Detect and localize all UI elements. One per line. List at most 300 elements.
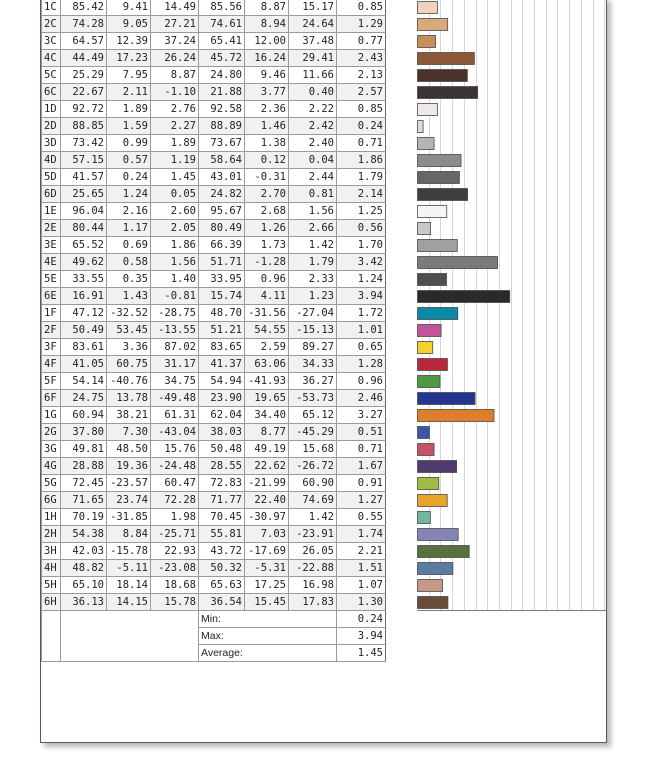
table-row: [42, 458, 386, 475]
patch-id-cell: 3E: [42, 237, 61, 254]
ref-b-cell: 15.76: [151, 441, 199, 458]
meas-b-cell: 89.27: [289, 339, 337, 356]
delta-e-bar-6C: [418, 87, 478, 99]
table-row: [42, 254, 386, 271]
patch-id-cell: 1F: [42, 305, 61, 322]
meas-b-cell: 1.42: [289, 237, 337, 254]
ref-l-cell: 25.65: [61, 186, 107, 203]
meas-a-cell: 49.19: [245, 441, 289, 458]
meas-a-cell: 7.03: [245, 526, 289, 543]
patch-id-cell: 5G: [42, 475, 61, 492]
delta-e-cell: 0.71: [337, 441, 386, 458]
table-row: [42, 305, 386, 322]
patch-id-cell: 1C: [42, 0, 61, 16]
meas-b-cell: 26.05: [289, 543, 337, 560]
patch-id-cell: 3D: [42, 135, 61, 152]
ref-b-cell: -23.08: [151, 560, 199, 577]
delta-e-cell: 0.85: [337, 0, 386, 16]
delta-e-bar-6G: [418, 495, 448, 507]
meas-a-cell: 8.94: [245, 16, 289, 33]
ref-a-cell: 0.58: [107, 254, 151, 271]
ref-b-cell: 1.89: [151, 135, 199, 152]
color-accuracy-report: [40, 0, 607, 743]
meas-l-cell: 55.81: [199, 526, 245, 543]
table-row: [42, 424, 386, 441]
meas-l-cell: 15.74: [199, 288, 245, 305]
delta-e-cell: 1.28: [337, 356, 386, 373]
meas-a-cell: 1.46: [245, 118, 289, 135]
ref-b-cell: 2.05: [151, 220, 199, 237]
ref-l-cell: 50.49: [61, 322, 107, 339]
ref-a-cell: 1.43: [107, 288, 151, 305]
delta-e-cell: 1.79: [337, 169, 386, 186]
delta-e-bar-4E: [418, 257, 498, 269]
meas-a-cell: 1.73: [245, 237, 289, 254]
ref-l-cell: 64.57: [61, 33, 107, 50]
table-row: [42, 84, 386, 101]
meas-l-cell: 80.49: [199, 220, 245, 237]
stat-blank-cell: [61, 611, 199, 662]
meas-b-cell: 2.40: [289, 135, 337, 152]
delta-e-bar-3H: [418, 546, 470, 558]
delta-e-cell: 0.51: [337, 424, 386, 441]
ref-b-cell: 37.24: [151, 33, 199, 50]
meas-l-cell: 50.48: [199, 441, 245, 458]
meas-a-cell: -1.28: [245, 254, 289, 271]
meas-a-cell: 2.36: [245, 101, 289, 118]
delta-e-bar-chart: [417, 0, 606, 742]
delta-e-cell: 1.51: [337, 560, 386, 577]
meas-l-cell: 24.82: [199, 186, 245, 203]
meas-b-cell: 34.33: [289, 356, 337, 373]
delta-e-bar-5D: [418, 172, 460, 184]
delta-e-cell: 1.29: [337, 16, 386, 33]
ref-a-cell: -32.52: [107, 305, 151, 322]
ref-b-cell: 72.28: [151, 492, 199, 509]
meas-l-cell: 58.64: [199, 152, 245, 169]
meas-a-cell: 1.38: [245, 135, 289, 152]
meas-a-cell: 4.11: [245, 288, 289, 305]
patch-id-cell: 2G: [42, 424, 61, 441]
patch-id-cell: 5F: [42, 373, 61, 390]
ref-l-cell: 28.88: [61, 458, 107, 475]
delta-e-bar-2E: [418, 223, 431, 235]
meas-b-cell: -23.91: [289, 526, 337, 543]
patch-id-cell: 6D: [42, 186, 61, 203]
meas-a-cell: -21.99: [245, 475, 289, 492]
measurement-table: [41, 0, 386, 662]
ref-l-cell: 80.44: [61, 220, 107, 237]
meas-a-cell: 0.96: [245, 271, 289, 288]
ref-l-cell: 44.49: [61, 50, 107, 67]
ref-a-cell: 7.30: [107, 424, 151, 441]
table-row: [42, 33, 386, 50]
delta-e-cell: 1.01: [337, 322, 386, 339]
meas-l-cell: 95.67: [199, 203, 245, 220]
delta-e-bar-5H: [418, 580, 443, 592]
table-row: [42, 390, 386, 407]
ref-a-cell: 0.35: [107, 271, 151, 288]
meas-b-cell: 1.42: [289, 509, 337, 526]
meas-a-cell: 2.59: [245, 339, 289, 356]
ref-b-cell: 61.31: [151, 407, 199, 424]
ref-b-cell: -0.81: [151, 288, 199, 305]
table-row: [42, 220, 386, 237]
meas-a-cell: 9.46: [245, 67, 289, 84]
patch-id-cell: 6H: [42, 594, 61, 611]
ref-b-cell: -25.71: [151, 526, 199, 543]
patch-id-cell: 1G: [42, 407, 61, 424]
meas-a-cell: -30.97: [245, 509, 289, 526]
ref-b-cell: -24.48: [151, 458, 199, 475]
patch-id-cell: 3G: [42, 441, 61, 458]
ref-a-cell: -15.78: [107, 543, 151, 560]
delta-e-bar-5G: [418, 478, 439, 490]
table-row: [42, 186, 386, 203]
ref-b-cell: 1.19: [151, 152, 199, 169]
delta-e-cell: 3.42: [337, 254, 386, 271]
ref-b-cell: -13.55: [151, 322, 199, 339]
delta-e-cell: 0.65: [337, 339, 386, 356]
ref-b-cell: -1.10: [151, 84, 199, 101]
meas-b-cell: 2.42: [289, 118, 337, 135]
ref-l-cell: 71.65: [61, 492, 107, 509]
ref-l-cell: 88.85: [61, 118, 107, 135]
delta-e-bar-4G: [418, 461, 457, 473]
ref-a-cell: -40.76: [107, 373, 151, 390]
table-row: [42, 118, 386, 135]
meas-l-cell: 43.01: [199, 169, 245, 186]
table-row: [42, 67, 386, 84]
ref-a-cell: -23.57: [107, 475, 151, 492]
meas-b-cell: -26.72: [289, 458, 337, 475]
meas-b-cell: 1.79: [289, 254, 337, 271]
ref-l-cell: 73.42: [61, 135, 107, 152]
stat-row: [42, 611, 386, 628]
ref-a-cell: 12.39: [107, 33, 151, 50]
ref-l-cell: 36.13: [61, 594, 107, 611]
meas-l-cell: 51.71: [199, 254, 245, 271]
ref-a-cell: 2.16: [107, 203, 151, 220]
meas-a-cell: -31.56: [245, 305, 289, 322]
stat-value: 0.24: [337, 611, 386, 628]
meas-l-cell: 43.72: [199, 543, 245, 560]
ref-l-cell: 96.04: [61, 203, 107, 220]
meas-a-cell: 2.68: [245, 203, 289, 220]
meas-l-cell: 66.39: [199, 237, 245, 254]
ref-b-cell: 2.76: [151, 101, 199, 118]
meas-a-cell: 8.77: [245, 424, 289, 441]
meas-b-cell: -27.04: [289, 305, 337, 322]
delta-e-bar-6H: [418, 597, 448, 609]
delta-e-cell: 1.24: [337, 271, 386, 288]
stat-blank-cell: [42, 611, 61, 662]
meas-b-cell: 11.66: [289, 67, 337, 84]
delta-e-cell: 1.70: [337, 237, 386, 254]
delta-e-bar-3D: [418, 138, 435, 150]
table-row: [42, 135, 386, 152]
table-row: [42, 101, 386, 118]
ref-b-cell: -43.04: [151, 424, 199, 441]
meas-a-cell: 1.26: [245, 220, 289, 237]
ref-a-cell: 8.84: [107, 526, 151, 543]
meas-a-cell: 22.62: [245, 458, 289, 475]
table-row: [42, 152, 386, 169]
ref-l-cell: 83.61: [61, 339, 107, 356]
table-row: [42, 16, 386, 33]
patch-id-cell: 5C: [42, 67, 61, 84]
patch-id-cell: 3C: [42, 33, 61, 50]
patch-id-cell: 5D: [42, 169, 61, 186]
meas-l-cell: 48.70: [199, 305, 245, 322]
meas-l-cell: 73.67: [199, 135, 245, 152]
delta-e-cell: 2.14: [337, 186, 386, 203]
ref-a-cell: 38.21: [107, 407, 151, 424]
table-row: [42, 441, 386, 458]
meas-l-cell: 83.65: [199, 339, 245, 356]
meas-a-cell: 63.06: [245, 356, 289, 373]
ref-l-cell: 49.62: [61, 254, 107, 271]
ref-l-cell: 24.75: [61, 390, 107, 407]
delta-e-bar-4C: [418, 53, 475, 65]
ref-b-cell: -28.75: [151, 305, 199, 322]
meas-l-cell: 36.54: [199, 594, 245, 611]
delta-e-bar-3C: [418, 36, 436, 48]
meas-a-cell: -0.31: [245, 169, 289, 186]
ref-a-cell: 13.78: [107, 390, 151, 407]
meas-a-cell: 15.45: [245, 594, 289, 611]
meas-l-cell: 41.37: [199, 356, 245, 373]
meas-l-cell: 92.58: [199, 101, 245, 118]
ref-b-cell: 34.75: [151, 373, 199, 390]
ref-a-cell: 1.89: [107, 101, 151, 118]
delta-e-cell: 2.21: [337, 543, 386, 560]
meas-b-cell: 15.68: [289, 441, 337, 458]
delta-e-bar-6D: [418, 189, 468, 201]
delta-e-bar-2H: [418, 529, 459, 541]
table-row: [42, 577, 386, 594]
delta-e-cell: 2.57: [337, 84, 386, 101]
ref-l-cell: 22.67: [61, 84, 107, 101]
delta-e-bar-2F: [418, 325, 442, 337]
ref-a-cell: 0.24: [107, 169, 151, 186]
meas-l-cell: 21.88: [199, 84, 245, 101]
patch-id-cell: 4H: [42, 560, 61, 577]
ref-l-cell: 25.29: [61, 67, 107, 84]
meas-a-cell: 19.65: [245, 390, 289, 407]
meas-b-cell: 2.66: [289, 220, 337, 237]
delta-e-cell: 1.74: [337, 526, 386, 543]
patch-id-cell: 6C: [42, 84, 61, 101]
meas-b-cell: 0.40: [289, 84, 337, 101]
ref-a-cell: 0.99: [107, 135, 151, 152]
delta-e-bar-2D: [418, 121, 424, 133]
patch-id-cell: 4G: [42, 458, 61, 475]
meas-l-cell: 70.45: [199, 509, 245, 526]
delta-e-bar-3F: [418, 342, 433, 354]
ref-l-cell: 60.94: [61, 407, 107, 424]
ref-b-cell: 8.87: [151, 67, 199, 84]
table-row: [42, 407, 386, 424]
delta-e-cell: 1.27: [337, 492, 386, 509]
delta-e-bar-2C: [418, 19, 448, 31]
meas-a-cell: 2.70: [245, 186, 289, 203]
ref-b-cell: 60.47: [151, 475, 199, 492]
patch-id-cell: 1E: [42, 203, 61, 220]
ref-b-cell: 26.24: [151, 50, 199, 67]
patch-id-cell: 4D: [42, 152, 61, 169]
meas-l-cell: 23.90: [199, 390, 245, 407]
meas-l-cell: 50.32: [199, 560, 245, 577]
delta-e-cell: 0.55: [337, 509, 386, 526]
delta-e-bar-3G: [418, 444, 435, 456]
ref-a-cell: -5.11: [107, 560, 151, 577]
meas-l-cell: 85.56: [199, 0, 245, 16]
patch-id-cell: 1H: [42, 509, 61, 526]
table-row: [42, 373, 386, 390]
delta-e-bar-3E: [418, 240, 458, 252]
ref-l-cell: 41.05: [61, 356, 107, 373]
ref-a-cell: 3.36: [107, 339, 151, 356]
meas-a-cell: 16.24: [245, 50, 289, 67]
ref-b-cell: 14.49: [151, 0, 199, 16]
delta-e-bar-6F: [418, 393, 476, 405]
meas-b-cell: 36.27: [289, 373, 337, 390]
table-row: [42, 50, 386, 67]
meas-b-cell: -22.88: [289, 560, 337, 577]
ref-b-cell: 22.93: [151, 543, 199, 560]
ref-a-cell: 23.74: [107, 492, 151, 509]
meas-l-cell: 33.95: [199, 271, 245, 288]
table-row: [42, 356, 386, 373]
ref-l-cell: 92.72: [61, 101, 107, 118]
meas-l-cell: 24.80: [199, 67, 245, 84]
patch-id-cell: 1D: [42, 101, 61, 118]
stat-label: Max:: [199, 628, 337, 645]
delta-e-cell: 0.96: [337, 373, 386, 390]
ref-l-cell: 65.10: [61, 577, 107, 594]
delta-e-cell: 0.56: [337, 220, 386, 237]
ref-b-cell: 27.21: [151, 16, 199, 33]
ref-l-cell: 70.19: [61, 509, 107, 526]
meas-a-cell: 22.40: [245, 492, 289, 509]
ref-b-cell: 2.60: [151, 203, 199, 220]
delta-e-bar-1D: [418, 104, 438, 116]
ref-a-cell: 17.23: [107, 50, 151, 67]
ref-a-cell: 60.75: [107, 356, 151, 373]
meas-b-cell: 65.12: [289, 407, 337, 424]
meas-l-cell: 45.72: [199, 50, 245, 67]
patch-id-cell: 6E: [42, 288, 61, 305]
delta-e-cell: 1.25: [337, 203, 386, 220]
patch-id-cell: 5E: [42, 271, 61, 288]
table-row: [42, 509, 386, 526]
meas-l-cell: 28.55: [199, 458, 245, 475]
ref-a-cell: 0.69: [107, 237, 151, 254]
ref-l-cell: 33.55: [61, 271, 107, 288]
ref-a-cell: 1.17: [107, 220, 151, 237]
delta-e-bar-4F: [418, 359, 448, 371]
table-row: [42, 288, 386, 305]
ref-b-cell: 1.40: [151, 271, 199, 288]
table-row: [42, 492, 386, 509]
ref-a-cell: 7.95: [107, 67, 151, 84]
ref-a-cell: 2.11: [107, 84, 151, 101]
delta-e-bar-4D: [418, 155, 462, 167]
delta-e-bar-1E: [418, 206, 447, 218]
meas-b-cell: 29.41: [289, 50, 337, 67]
delta-e-bar-6E: [418, 291, 510, 303]
delta-e-cell: 1.07: [337, 577, 386, 594]
ref-l-cell: 57.15: [61, 152, 107, 169]
meas-b-cell: 2.44: [289, 169, 337, 186]
ref-l-cell: 54.14: [61, 373, 107, 390]
meas-l-cell: 88.89: [199, 118, 245, 135]
delta-e-cell: 0.91: [337, 475, 386, 492]
ref-l-cell: 48.82: [61, 560, 107, 577]
table-row: [42, 237, 386, 254]
ref-l-cell: 47.12: [61, 305, 107, 322]
meas-a-cell: 3.77: [245, 84, 289, 101]
patch-id-cell: 2H: [42, 526, 61, 543]
delta-e-cell: 1.72: [337, 305, 386, 322]
ref-l-cell: 16.91: [61, 288, 107, 305]
ref-b-cell: 18.68: [151, 577, 199, 594]
delta-e-bar-5E: [418, 274, 447, 286]
ref-a-cell: 19.36: [107, 458, 151, 475]
delta-e-cell: 0.77: [337, 33, 386, 50]
ref-b-cell: 15.78: [151, 594, 199, 611]
delta-e-bar-2G: [418, 427, 430, 439]
table-row: [42, 594, 386, 611]
table-row: [42, 0, 386, 16]
ref-l-cell: 65.52: [61, 237, 107, 254]
ref-l-cell: 37.80: [61, 424, 107, 441]
meas-l-cell: 65.63: [199, 577, 245, 594]
delta-e-cell: 2.46: [337, 390, 386, 407]
ref-a-cell: 53.45: [107, 322, 151, 339]
patch-id-cell: 4F: [42, 356, 61, 373]
delta-e-bar-1G: [418, 410, 495, 422]
ref-b-cell: -49.48: [151, 390, 199, 407]
delta-e-bar-4H: [418, 563, 453, 575]
delta-e-cell: 1.30: [337, 594, 386, 611]
meas-l-cell: 62.04: [199, 407, 245, 424]
delta-e-bar-1F: [418, 308, 458, 320]
meas-a-cell: 17.25: [245, 577, 289, 594]
ref-b-cell: 1.45: [151, 169, 199, 186]
patch-id-cell: 6F: [42, 390, 61, 407]
ref-a-cell: 9.41: [107, 0, 151, 16]
stat-label: Min:: [199, 611, 337, 628]
meas-a-cell: 34.40: [245, 407, 289, 424]
table-row: [42, 169, 386, 186]
meas-b-cell: 60.90: [289, 475, 337, 492]
ref-l-cell: 49.81: [61, 441, 107, 458]
patch-id-cell: 6G: [42, 492, 61, 509]
delta-e-cell: 3.27: [337, 407, 386, 424]
ref-l-cell: 85.42: [61, 0, 107, 16]
delta-e-cell: 1.86: [337, 152, 386, 169]
ref-a-cell: 0.57: [107, 152, 151, 169]
meas-l-cell: 71.77: [199, 492, 245, 509]
meas-b-cell: 0.04: [289, 152, 337, 169]
meas-b-cell: 16.98: [289, 577, 337, 594]
table-row: [42, 560, 386, 577]
ref-l-cell: 42.03: [61, 543, 107, 560]
ref-b-cell: 1.86: [151, 237, 199, 254]
meas-l-cell: 54.94: [199, 373, 245, 390]
